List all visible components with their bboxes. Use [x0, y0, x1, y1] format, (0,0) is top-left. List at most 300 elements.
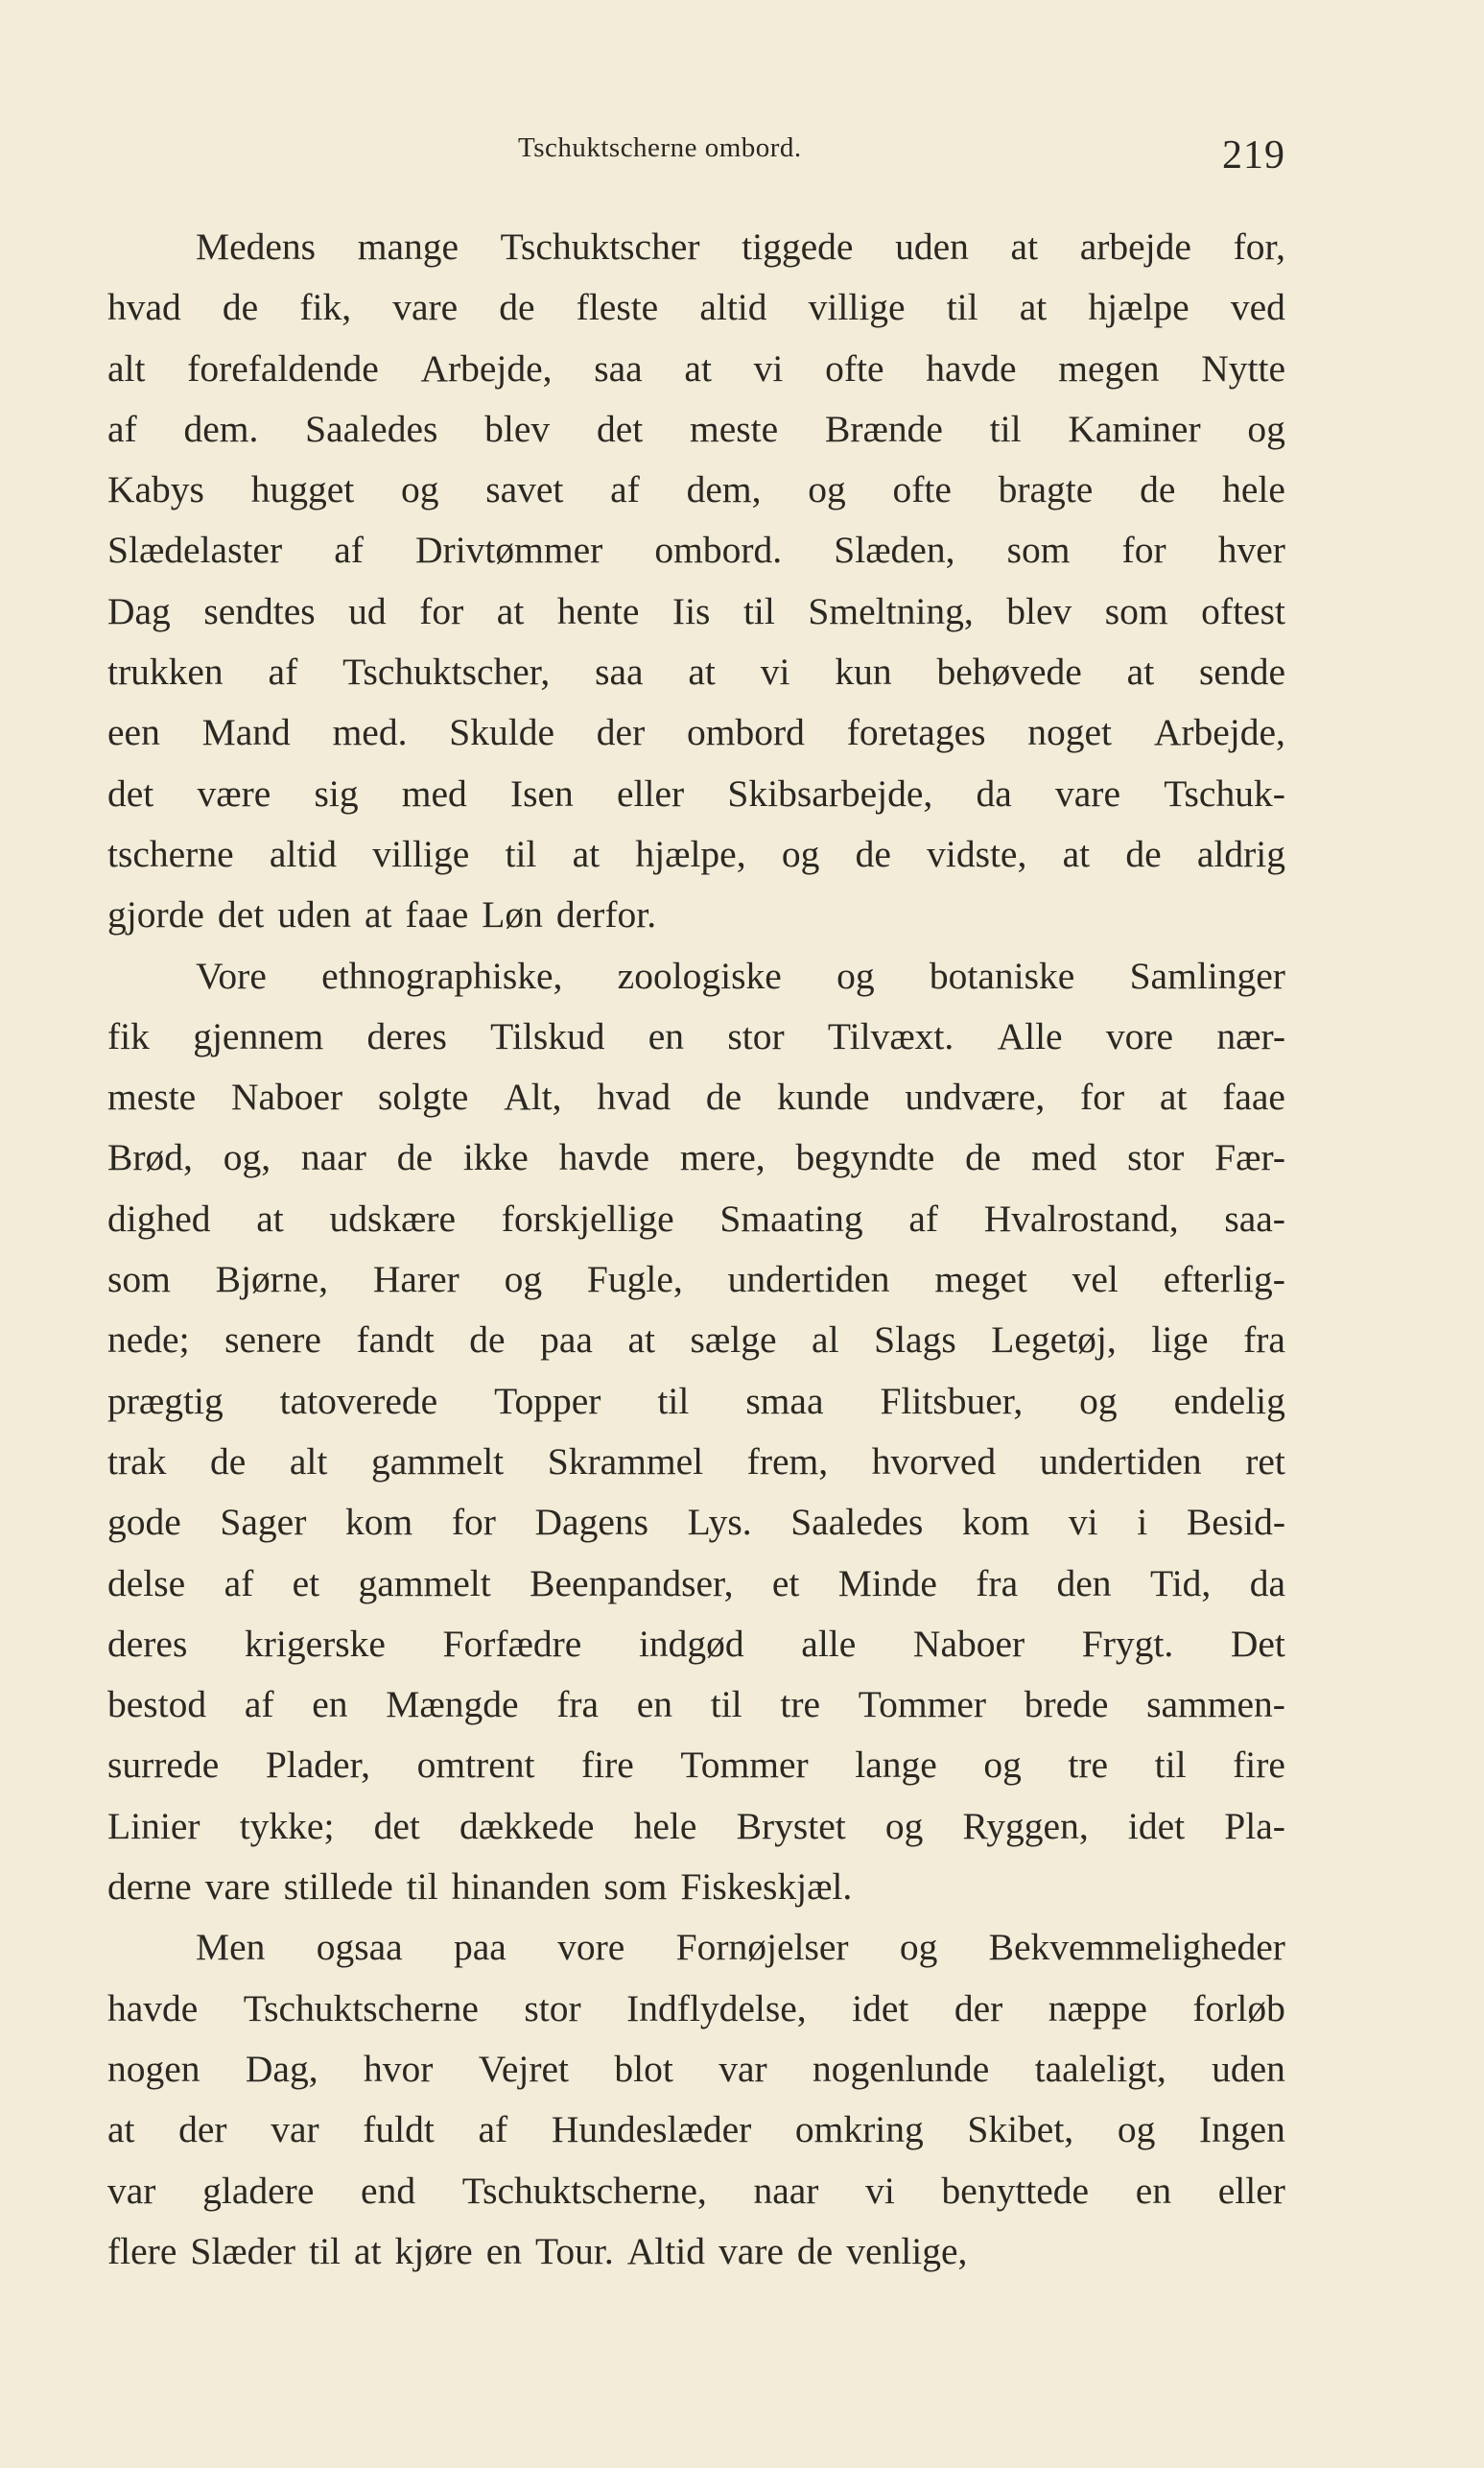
word: Isen — [510, 771, 574, 815]
word: og — [1079, 1379, 1118, 1422]
word: prægtig — [107, 1379, 224, 1422]
word: at — [107, 2108, 135, 2151]
word: vidste, — [927, 832, 1027, 875]
word: Forfædre — [442, 1622, 582, 1665]
word: hjælpe — [1088, 286, 1190, 329]
word: hele — [1222, 468, 1285, 511]
text-line — [107, 2100, 1285, 2160]
word: fleste — [576, 286, 659, 329]
word: altid — [269, 832, 338, 875]
word: de — [499, 286, 535, 329]
word: de — [855, 832, 891, 875]
word: saa- — [1224, 1197, 1285, 1240]
word: at — [688, 651, 716, 694]
word: vare — [1055, 771, 1120, 815]
word: kom — [962, 1501, 1030, 1544]
text-line — [107, 1189, 1285, 1249]
word: til — [710, 1683, 742, 1726]
word: og — [1247, 407, 1285, 450]
word: een — [107, 711, 160, 754]
word: Tschuktscherne — [243, 1986, 479, 2029]
word: uden — [277, 893, 351, 937]
word: hvorved — [871, 1439, 997, 1483]
word: næppe — [1048, 1986, 1147, 2029]
word: Tschuktscherne, — [461, 2169, 707, 2212]
word: meste — [690, 407, 779, 450]
word: Fær- — [1214, 1136, 1285, 1179]
word: bestod — [107, 1683, 207, 1726]
text-line — [107, 1917, 1285, 1978]
word: uden — [895, 225, 969, 268]
word: undertiden — [1039, 1439, 1202, 1483]
word: Smeltning, — [808, 589, 974, 632]
text-line — [107, 2039, 1285, 2100]
word: da — [1249, 1561, 1285, 1604]
word: flere — [107, 2229, 177, 2272]
word: en — [485, 2229, 523, 2272]
word: Slæder — [190, 2229, 296, 2272]
word: ved — [1230, 286, 1285, 329]
word: kunde — [776, 1076, 870, 1119]
word: idet — [1127, 1804, 1186, 1847]
text-line — [107, 764, 1285, 824]
word: Skulde — [449, 711, 554, 754]
word: for — [1080, 1076, 1125, 1119]
word: hinanden — [451, 1865, 591, 1909]
word: faae — [405, 893, 469, 937]
word: gammelt — [358, 1561, 491, 1604]
word: af — [268, 651, 298, 694]
word: kjøre — [394, 2229, 473, 2272]
word: Tschuktscher, — [342, 651, 551, 694]
word: de — [396, 1136, 433, 1179]
word: og — [808, 468, 846, 511]
word: og — [899, 1926, 938, 1969]
word: Brystet — [736, 1804, 846, 1847]
word: fandt — [356, 1318, 435, 1362]
word: mere, — [679, 1136, 766, 1179]
word: vi — [760, 651, 790, 694]
word: Tommer — [858, 1683, 987, 1726]
word: Drivtømmer — [415, 529, 603, 572]
word: Mand — [201, 711, 291, 754]
word: som — [603, 1865, 668, 1909]
word: de — [705, 1076, 742, 1119]
word: behøvede — [936, 651, 1082, 694]
word: Flitsbuer, — [880, 1379, 1024, 1422]
word: Men — [196, 1926, 266, 1969]
word: blev — [1006, 589, 1072, 632]
word: sammen- — [1146, 1683, 1285, 1726]
text-line — [107, 1735, 1285, 1795]
word: kom — [344, 1501, 413, 1544]
word: de — [222, 286, 259, 329]
word: Saaledes — [790, 1501, 924, 1544]
word: tatoverede — [279, 1379, 438, 1422]
word: var — [271, 2108, 319, 2151]
word: Slags — [874, 1318, 956, 1362]
word: af — [107, 407, 137, 450]
word: lange — [855, 1744, 937, 1787]
word: sendtes — [203, 589, 316, 632]
word: sælge — [690, 1318, 777, 1362]
word: frem, — [746, 1439, 829, 1483]
word: zoologiske — [617, 954, 782, 997]
word: og, — [223, 1136, 271, 1179]
word: venlige, — [846, 2229, 968, 2272]
word: stor — [1127, 1136, 1185, 1179]
word: til — [505, 832, 537, 875]
word: villige — [808, 286, 906, 329]
word: noget — [1027, 711, 1113, 754]
word: nogen — [107, 2047, 200, 2090]
text-line — [107, 1371, 1285, 1432]
word: havde — [926, 346, 1017, 390]
word: Det — [1230, 1622, 1285, 1665]
word: ombord — [687, 711, 805, 754]
word: derfor. — [555, 893, 657, 937]
word: Arbejde, — [420, 346, 553, 390]
word: Ryggen, — [962, 1804, 1089, 1847]
word: Smaating — [719, 1197, 863, 1240]
word: Tilvæxt. — [827, 1014, 954, 1057]
text-line — [107, 217, 1285, 277]
word: indgød — [638, 1622, 744, 1665]
word: af — [224, 1561, 254, 1604]
text-line — [107, 1007, 1285, 1067]
word: at — [572, 832, 601, 875]
word: og — [836, 954, 875, 997]
word: til — [989, 407, 1022, 450]
word: de — [796, 2229, 834, 2272]
word: i — [1137, 1501, 1148, 1544]
word: at — [1062, 832, 1091, 875]
text-line — [107, 581, 1285, 642]
word: oftest — [1201, 589, 1285, 632]
word: Lys. — [687, 1501, 752, 1544]
word: det — [596, 407, 644, 450]
word: af — [334, 529, 364, 572]
word: arbejde — [1079, 225, 1191, 268]
word: Indflydelse, — [626, 1986, 807, 2029]
word: endelig — [1173, 1379, 1285, 1422]
word: ogsaa — [316, 1926, 403, 1969]
word: hver — [1217, 529, 1285, 572]
word: Tommer — [680, 1744, 809, 1787]
word: saa — [594, 346, 643, 390]
word: naar — [300, 1136, 366, 1179]
word: Ingen — [1198, 2108, 1285, 2151]
word: surrede — [107, 1744, 220, 1787]
word: Pla- — [1224, 1804, 1285, 1847]
word: eller — [617, 771, 685, 815]
word: for — [1121, 529, 1166, 572]
word: et — [292, 1561, 320, 1604]
word: Brød, — [107, 1136, 193, 1179]
word: gladere — [202, 2169, 315, 2212]
word: at — [1010, 225, 1039, 268]
word: til — [946, 286, 978, 329]
word: undertiden — [727, 1258, 890, 1301]
word: Frygt. — [1081, 1622, 1174, 1665]
text-line — [107, 399, 1285, 460]
text-line — [107, 1310, 1285, 1370]
word: og — [1117, 2108, 1156, 2151]
word: naar — [753, 2169, 819, 2212]
word: en — [648, 1014, 685, 1057]
word: trak — [107, 1439, 167, 1483]
word: forefaldende — [187, 346, 379, 390]
word: med — [401, 771, 467, 815]
word: Slædelaster — [107, 529, 283, 572]
word: vore — [557, 1926, 625, 1969]
word: deres — [366, 1014, 447, 1057]
word: for — [451, 1501, 496, 1544]
word: fuldt — [363, 2108, 435, 2151]
word: da — [976, 771, 1012, 815]
word: som — [107, 1258, 171, 1301]
word: Arbejde, — [1153, 711, 1285, 754]
word: fik — [107, 1014, 150, 1057]
word: vare — [204, 1865, 271, 1909]
word: mange — [357, 225, 459, 268]
text-line — [107, 1432, 1285, 1492]
word: Bekvemmeligheder — [988, 1926, 1285, 1969]
word: meste — [107, 1076, 197, 1119]
word: paa — [453, 1926, 506, 1969]
word: efterlig- — [1163, 1258, 1285, 1301]
word: til — [742, 589, 775, 632]
word: Brænde — [824, 407, 943, 450]
text-line — [107, 520, 1285, 581]
word: fra — [976, 1561, 1019, 1604]
word: det — [107, 771, 154, 815]
word: forskjellige — [501, 1197, 674, 1240]
word: hvad — [107, 286, 181, 329]
word: paa — [540, 1318, 593, 1362]
text-line — [107, 824, 1285, 885]
word: forløb — [1192, 1986, 1285, 2029]
word: brede — [1024, 1683, 1109, 1726]
word: Vore — [196, 954, 267, 997]
word: som — [1104, 589, 1168, 632]
word: at — [1019, 286, 1048, 329]
word: omkring — [794, 2108, 924, 2151]
paragraph — [107, 217, 1285, 946]
word: hugget — [250, 468, 355, 511]
word: alt — [289, 1439, 328, 1483]
text-line — [107, 642, 1285, 702]
running-head — [107, 132, 1285, 180]
word: gammelt — [370, 1439, 505, 1483]
word: at — [256, 1197, 284, 1240]
word: Altid — [626, 2229, 705, 2272]
word: vare — [718, 2229, 784, 2272]
word: deres — [107, 1622, 188, 1665]
word: fra — [1243, 1318, 1285, 1362]
word: dem, — [686, 468, 762, 511]
word: faae — [1222, 1076, 1285, 1119]
word: de — [210, 1439, 247, 1483]
word: krigerske — [244, 1622, 386, 1665]
word: saa — [595, 651, 644, 694]
word: udskære — [329, 1197, 457, 1240]
word: altid — [699, 286, 767, 329]
word: de — [469, 1318, 506, 1362]
word: Mængde — [386, 1683, 519, 1726]
word: fire — [581, 1744, 634, 1787]
text-line — [107, 946, 1285, 1007]
word: hente — [556, 589, 640, 632]
word: Medens — [196, 225, 317, 268]
word: undvære, — [905, 1076, 1046, 1119]
word: dem. — [183, 407, 259, 450]
word: botaniske — [929, 954, 1075, 997]
word: Fiskeskjæl. — [680, 1865, 853, 1909]
word: de — [965, 1136, 1001, 1179]
word: og — [400, 468, 439, 511]
word: Tschuk- — [1164, 771, 1285, 815]
word: dækkede — [459, 1804, 595, 1847]
text-line — [107, 702, 1285, 763]
text-line — [107, 2221, 1285, 2282]
text-line — [107, 1674, 1285, 1735]
text-line — [107, 460, 1285, 520]
word: af — [244, 1683, 274, 1726]
word: trukken — [107, 651, 224, 694]
word: Besid- — [1186, 1501, 1285, 1544]
word: sig — [314, 771, 359, 815]
word: at — [496, 589, 525, 632]
word: blot — [614, 2047, 673, 2090]
word: stor — [727, 1014, 785, 1057]
word: havde — [558, 1136, 649, 1179]
word: tscherne — [107, 832, 234, 875]
word: Hundeslæder — [551, 2108, 752, 2151]
word: vel — [1072, 1258, 1119, 1301]
word: til — [1154, 1744, 1187, 1787]
word: stor — [524, 1986, 581, 2029]
word: der — [178, 2108, 227, 2151]
word: begyndte — [795, 1136, 935, 1179]
word: Tour. — [535, 2229, 614, 2272]
word: at — [1126, 651, 1155, 694]
word: fik, — [299, 286, 352, 329]
word: senere — [224, 1318, 321, 1362]
word: at — [1159, 1076, 1188, 1119]
word: sende — [1199, 651, 1285, 694]
word: Fornøjelser — [675, 1926, 849, 1969]
text-line — [107, 1614, 1285, 1674]
word: at — [364, 893, 392, 937]
word: Tid, — [1149, 1561, 1212, 1604]
word: være — [197, 771, 271, 815]
word: delse — [107, 1561, 186, 1604]
paragraph — [107, 1917, 1285, 2282]
word: Tilskud — [490, 1014, 605, 1057]
word: Fugle, — [586, 1258, 683, 1301]
word: Vejret — [478, 2047, 570, 2090]
word: og — [504, 1258, 543, 1301]
word: ofte — [825, 346, 884, 390]
text-line — [107, 277, 1285, 338]
word: fra — [556, 1683, 600, 1726]
word: savet — [485, 468, 564, 511]
running-title: Tschuktscherne ombord. — [518, 132, 802, 163]
word: den — [1056, 1561, 1112, 1604]
word: Dagens — [534, 1501, 648, 1544]
word: af — [478, 2108, 508, 2151]
word: tre — [780, 1683, 821, 1726]
word: en — [312, 1683, 348, 1726]
text-line — [107, 1127, 1285, 1188]
word: en — [1135, 2169, 1172, 2212]
text-line — [107, 2161, 1285, 2221]
word: Hvalrostand, — [983, 1197, 1179, 1240]
word: tykke; — [239, 1804, 335, 1847]
word: hvor — [363, 2047, 434, 2090]
word: tiggede — [742, 225, 854, 268]
word: nogenlunde — [813, 2047, 990, 2090]
word: vore — [1105, 1014, 1174, 1057]
word: Naboer — [912, 1622, 1025, 1665]
word: hvad — [597, 1076, 671, 1119]
word: og — [781, 832, 820, 875]
text-line — [107, 1857, 1285, 1917]
word: det — [217, 893, 265, 937]
word: villige — [372, 832, 470, 875]
word: Dag — [107, 589, 171, 632]
word: de — [1140, 468, 1176, 511]
word: ofte — [892, 468, 952, 511]
word: som — [1006, 529, 1071, 572]
word: Tschuktscher — [500, 225, 700, 268]
word: Linier — [107, 1804, 200, 1847]
word: der — [596, 711, 646, 754]
word: med. — [332, 711, 408, 754]
word: meget — [934, 1258, 1027, 1301]
word: hjælpe, — [635, 832, 746, 875]
paragraph — [107, 946, 1285, 1918]
word: gode — [107, 1501, 181, 1544]
word: var — [107, 2169, 156, 2212]
word: Legetøj, — [991, 1318, 1117, 1362]
word: nede; — [107, 1318, 190, 1362]
text-line — [107, 339, 1285, 399]
word: lige — [1151, 1318, 1209, 1362]
text-line — [107, 1492, 1285, 1553]
word: Naboer — [230, 1076, 343, 1119]
word: ethnographiske, — [321, 954, 563, 997]
word: Alle — [997, 1014, 1063, 1057]
word: Alt, — [504, 1076, 562, 1119]
word: ikke — [462, 1136, 529, 1179]
body-text — [107, 217, 1285, 2282]
word: blev — [484, 407, 551, 450]
word: med — [1031, 1136, 1097, 1179]
word: tre — [1068, 1744, 1109, 1787]
word: gjorde — [107, 893, 204, 937]
word: dighed — [107, 1197, 211, 1240]
word: vi — [753, 346, 784, 390]
word: vare — [392, 286, 459, 329]
text-line — [107, 1249, 1285, 1310]
word: for, — [1233, 225, 1285, 268]
word: og — [983, 1744, 1022, 1787]
text-line — [107, 1796, 1285, 1857]
word: benyttede — [941, 2169, 1090, 2212]
word: Iis — [671, 589, 711, 632]
